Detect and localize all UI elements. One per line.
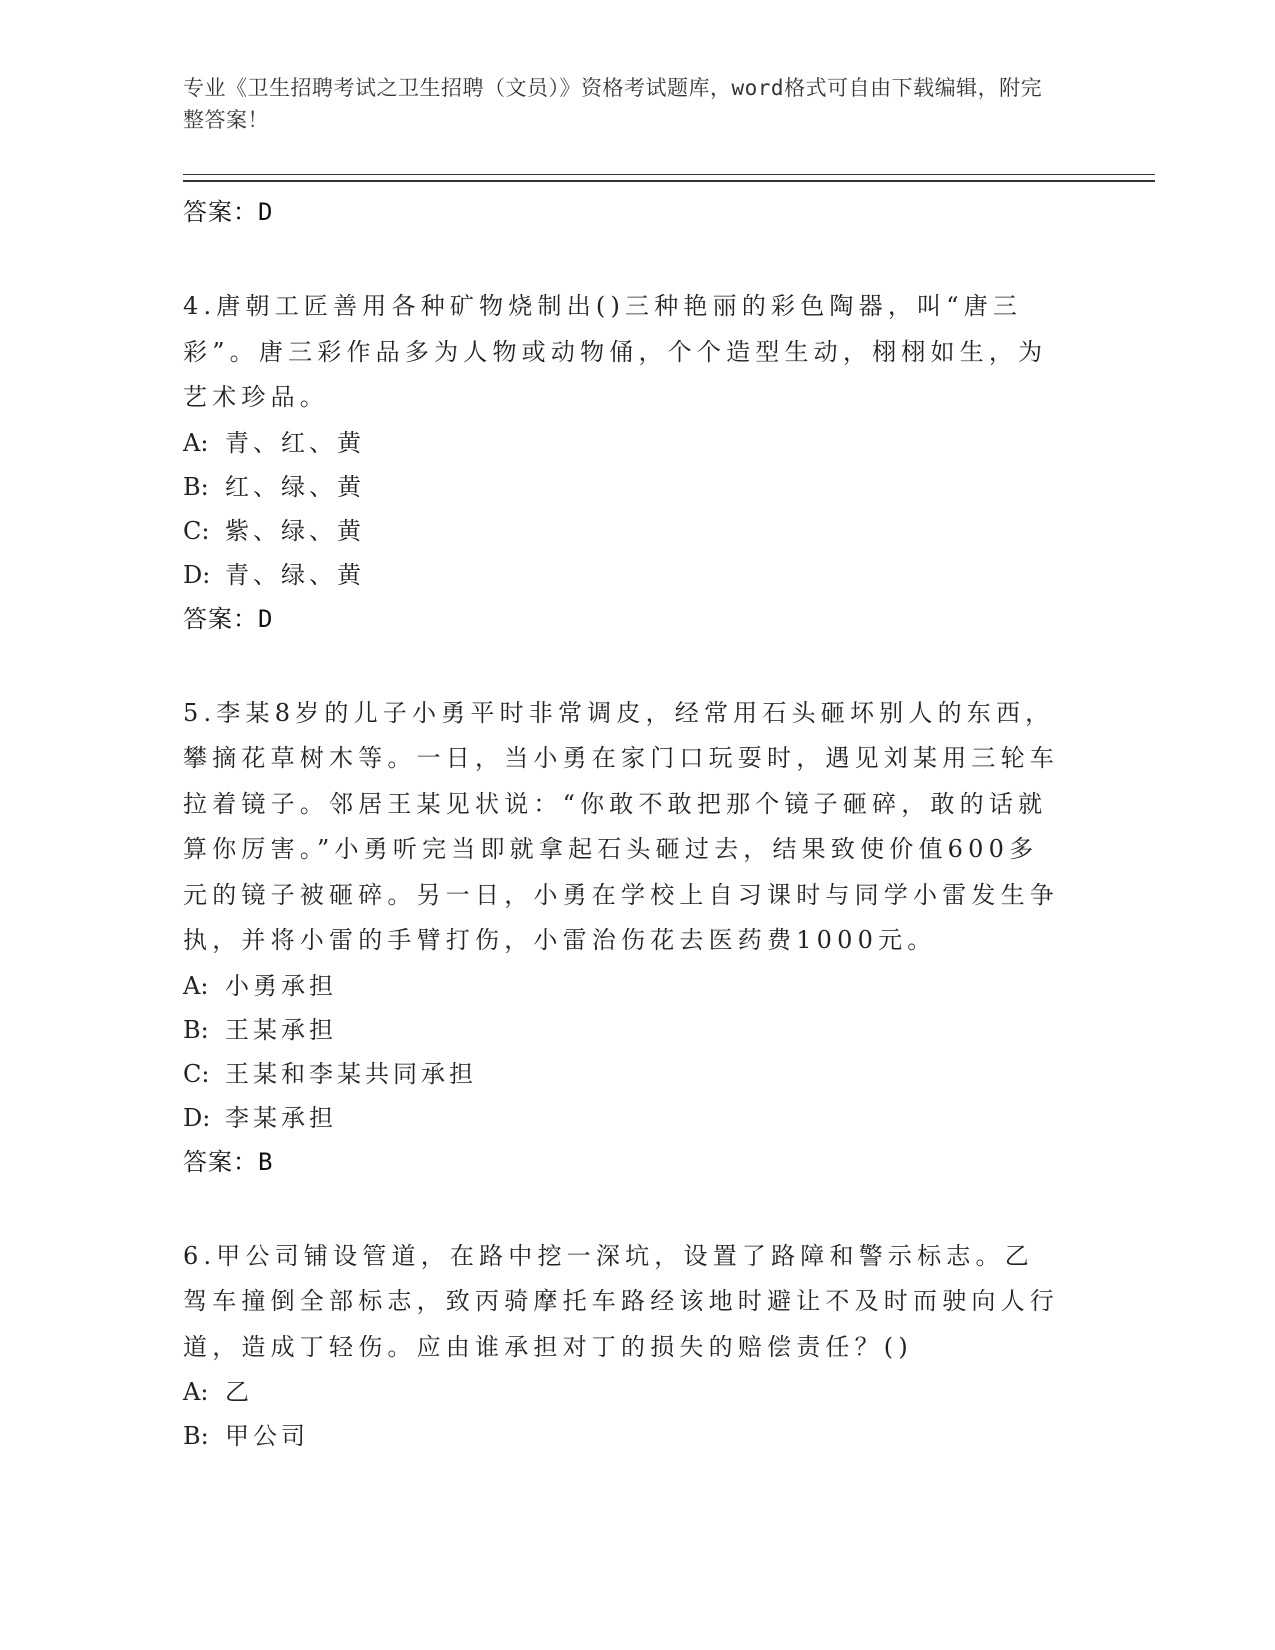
option-text: 王某和李某共同承担	[225, 1059, 477, 1088]
question-4-option-a	[183, 421, 1063, 465]
option-letter: C:	[183, 1059, 210, 1088]
question-4-text: 4.唐朝工匠善用各种矿物烧制出()三种艳丽的彩色陶器，叫“唐三彩”。唐三彩作品多为人物或动物俑，个个造型生动，栩栩如生，为艺术珍品。	[183, 292, 1048, 411]
question-4-option-d	[183, 553, 1063, 597]
option-letter: C:	[183, 516, 210, 545]
answer-value: B	[258, 1147, 274, 1176]
answer-value: D	[258, 198, 274, 226]
option-text: 青、红、黄	[225, 428, 365, 457]
answer-line	[183, 190, 1063, 234]
option-letter: A:	[183, 1378, 209, 1406]
option-letter: B:	[183, 1422, 209, 1450]
question-5-option-a	[183, 964, 1063, 1008]
option-letter: A:	[183, 428, 209, 457]
option-text: 王某承担	[225, 1015, 337, 1044]
question-4-option-b	[183, 465, 1063, 509]
option-letter: A:	[183, 971, 209, 1000]
answer-label: 答案：	[183, 604, 258, 633]
option-letter: B:	[183, 1015, 209, 1044]
question-list	[183, 190, 1063, 1458]
option-text: 乙	[225, 1378, 253, 1406]
option-text: 李某承担	[225, 1103, 337, 1132]
answer-label: 答案：	[183, 198, 258, 226]
question-6-option-b	[183, 1414, 1063, 1458]
answer-label: 答案：	[183, 1147, 258, 1176]
question-6-option-a	[183, 1370, 1063, 1414]
answer-value: D	[258, 604, 274, 633]
option-text: 紫、绿、黄	[225, 516, 365, 545]
option-letter: D:	[183, 560, 211, 589]
option-letter: B:	[183, 472, 209, 501]
question-5-option-c	[183, 1052, 1063, 1096]
option-text: 红、绿、黄	[225, 472, 365, 501]
question-4-option-c	[183, 509, 1063, 553]
header-divider-thin	[183, 174, 1155, 175]
option-letter: D:	[183, 1103, 211, 1132]
option-text: 小勇承担	[225, 971, 337, 1000]
option-text: 甲公司	[225, 1422, 309, 1450]
question-5-option-b	[183, 1008, 1063, 1052]
header-divider-thick	[183, 180, 1155, 182]
option-text: 青、绿、黄	[225, 560, 365, 589]
question-6-text: 6.甲公司铺设管道，在路中挖一深坑，设置了路障和警示标志。乙驾车撞倒全部标志，致丙骑摩托车路经该地时避让不及时而驶向人行道，造成丁轻伤。应由谁承担对丁的损失的赔偿责任？()	[183, 1241, 1059, 1361]
question-4-answer	[183, 597, 1063, 641]
question-5-option-d	[183, 1096, 1063, 1140]
document-header: 专业《卫生招聘考试之卫生招聘（文员）》资格考试题库，word格式可自由下载编辑，附完整答案！	[183, 76, 1043, 132]
question-5-answer	[183, 1140, 1063, 1184]
question-5-text: 5.李某8岁的儿子小勇平时非常调皮，经常用石头砸坏别人的东西，攀摘花草树木等。一日，当小勇在家门口玩耍时，遇见刘某用三轮车拉着镜子。邻居王某见状说：“你敢不敢把那个镜子砸碎，敢的话就算你厉害。”小勇听完当即就拿起石头砸过去，结果致使价值600多元的镜子被砸碎。另一日，小勇在学校上自习课时与同学小雷发生争执，并将小雷的手臂打伤，小雷治伤花去医药费1000元。	[183, 698, 1059, 954]
